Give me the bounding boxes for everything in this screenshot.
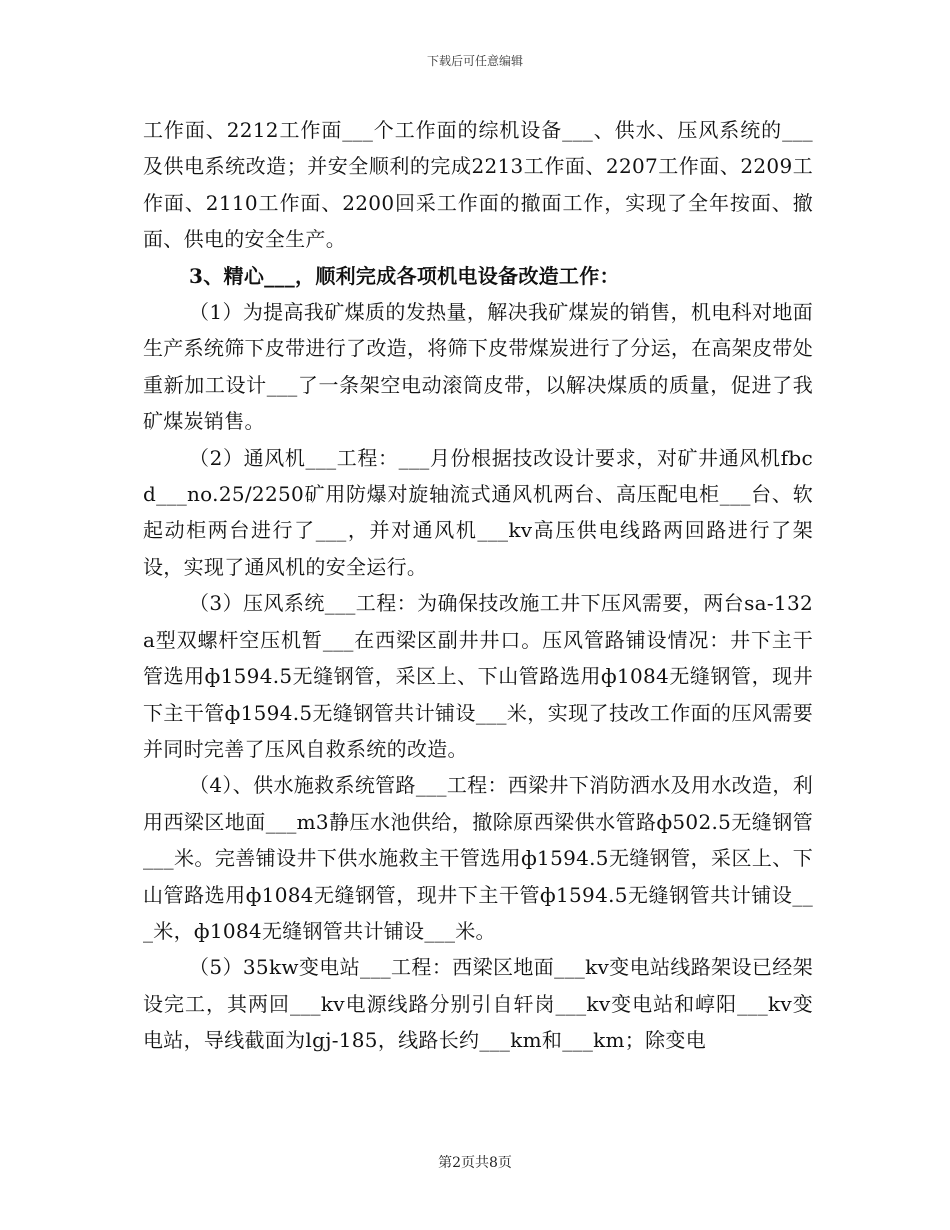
paragraph-intro-continuation: 工作面、2212工作面___个工作面的综机设备___、供水、压风系统的___及供电系统改造；并安全顺利的完成2213工作面、2207工作面、2209工作面、2110工作面、2200回采工作面的撤面工作，实现了全年按面、撤面、供电的安全生产。 bbox=[143, 118, 813, 252]
document-body bbox=[143, 112, 813, 1059]
page-number: 第2页共8页 bbox=[438, 1155, 512, 1171]
paragraph-item-1: （1）为提高我矿煤质的发热量，解决我矿煤炭的销售，机电科对地面生产系统筛下皮带进行了改造，将筛下皮带煤炭进行了分运，在高架皮带处重新加工设计___了一条架空电动滚筒皮带，以解决煤质的质量，促进了我矿煤炭销售。 bbox=[143, 300, 813, 434]
paragraph-item-4: （4）、供水施救系统管路___工程：西梁井下消防洒水及用水改造，利用西梁区地面___m3静压水池供给，撤除原西梁供水管路ф502.5无缝钢管___米。完善铺设井下供水施救主干管选用ф1594.5无缝钢管，采区上、下山管路选用ф1084无缝钢管，现井下主干管ф1594.5无缝钢管共计铺设___米，ф1084无缝钢管共计铺设___米。 bbox=[143, 773, 813, 943]
paragraph-item-3: （3）压风系统___工程：为确保技改施工井下压风需要，两台sa-132a型双螺杆空压机暂___在西梁区副井井口。压风管路铺设情况：井下主干管选用ф1594.5无缝钢管，采区上、下山管路选用ф1084无缝钢管，现井下主干管ф1594.5无缝钢管共计铺设___米，实现了技改工作面的压风需要并同时完善了压风自救系统的改造。 bbox=[143, 591, 813, 761]
page-header: 下载后可任意编辑 bbox=[426, 54, 523, 68]
section-heading: 3、精心___，顺利完成各项机电设备改造工作： bbox=[189, 263, 620, 288]
paragraph-item-2: （2）通风机___工程：___月份根据技改设计要求，对矿井通风机fbcd___no.25/2250矿用防爆对旋轴流式通风机两台、高压配电柜___台、软起动柜两台进行了___，并对通风机___kv高压供电线路两回路进行了架设，实现了通风机的安全运行。 bbox=[143, 445, 813, 579]
paragraph-item-5: （5）35kw变电站___工程：西梁区地面___kv变电站线路架设已经架设完工，其两回___kv电源线路分别引自轩岗___kv变电站和崞阳___kv变电站，导线截面为lgj-185，线路长约___km和___km；除变电 bbox=[143, 955, 813, 1053]
